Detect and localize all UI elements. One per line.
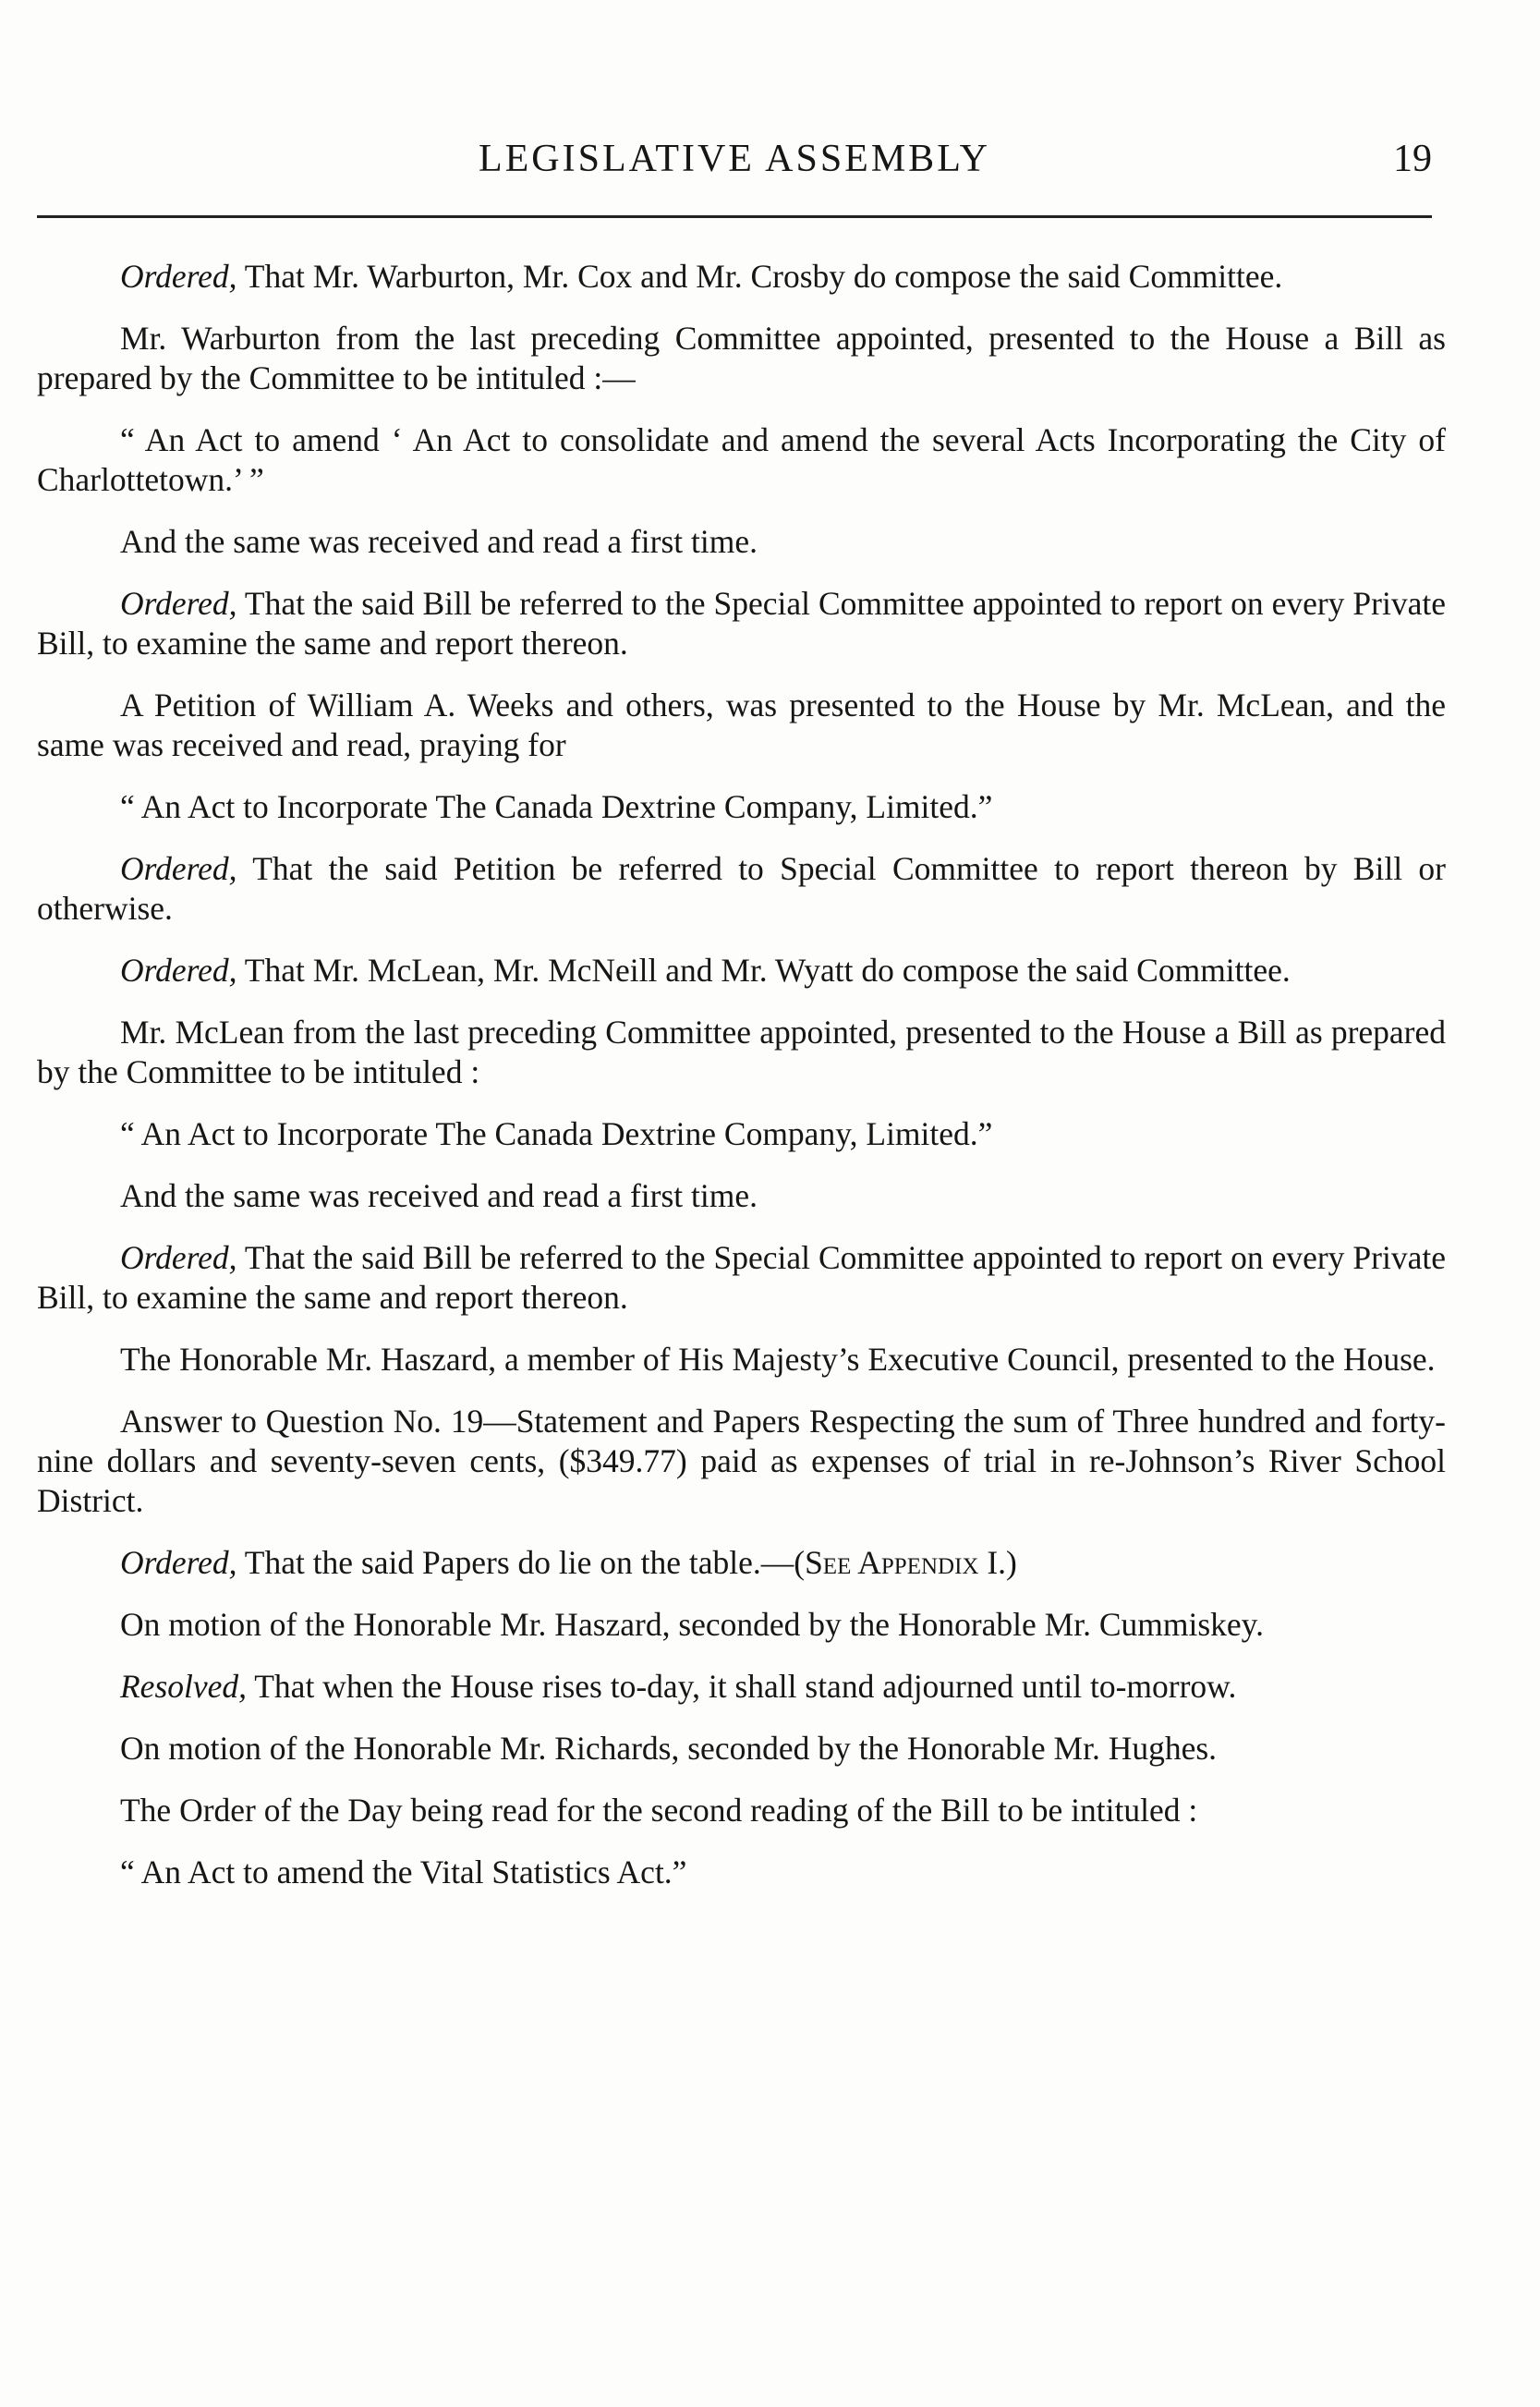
paragraph-10 (37, 1013, 1446, 1092)
paragraph-text: “ An Act to Incorporate The Canada Dextrine Company, Limited.” (120, 788, 993, 825)
paragraph-text: The Order of the Day being read for the second reading of the Bill to be intituled : (120, 1792, 1198, 1829)
paragraph-4 (37, 522, 1446, 562)
paragraph-13 (37, 1238, 1446, 1318)
paragraph-lead: Ordered, (120, 258, 237, 295)
paragraph-14 (37, 1340, 1446, 1380)
paragraph-21 (37, 1853, 1446, 1892)
paragraph-1 (37, 257, 1446, 297)
page-header (37, 129, 1432, 194)
paragraph-text: That the said Bill be referred to the Special Committee appointed to report on every Private Bill, to examine the same and report thereon. (37, 1239, 1446, 1316)
paragraph-lead: Resolved, (120, 1668, 248, 1705)
paragraph-11 (37, 1114, 1446, 1154)
paragraph-text: And the same was received and read a first time. (120, 523, 758, 560)
paragraph-lead: Ordered, (120, 1544, 237, 1581)
paragraph-text: That Mr. McLean, Mr. McNeill and Mr. Wyatt do compose the said Committee. (236, 952, 1291, 989)
paragraph-lead: Ordered, (120, 585, 237, 622)
paragraph-text: The Honorable Mr. Haszard, a member of His Majesty’s Executive Council, presented to the House. (120, 1341, 1436, 1378)
appendix-reference: See Appendix (805, 1544, 979, 1581)
paragraph-16 (37, 1543, 1446, 1583)
body-text (37, 257, 1446, 1915)
paragraph-text: That Mr. Warburton, Mr. Cox and Mr. Crosby do compose the said Committee. (236, 258, 1283, 295)
paragraph-text: That the said Papers do lie on the table.—( (236, 1544, 806, 1581)
paragraph-20 (37, 1791, 1446, 1830)
paragraph-text: Answer to Question No. 19—Statement and Papers Respecting the sum of Three hundred and forty-nine dollars and seventy-seven cents, ($349.77) paid as expenses of trial in re-Johnson’s River School District. (37, 1403, 1446, 1519)
paragraph-6 (37, 686, 1446, 765)
paragraph-7 (37, 787, 1446, 827)
paragraph-text: On motion of the Honorable Mr. Richards, seconded by the Honorable Mr. Hughes. (120, 1730, 1218, 1767)
paragraph-2 (37, 319, 1446, 398)
paragraph-8 (37, 849, 1446, 929)
paragraph-12 (37, 1176, 1446, 1216)
paragraph-3 (37, 420, 1446, 500)
paragraph-text: “ An Act to amend ‘ An Act to consolidate and amend the several Acts Incorporating the City of Charlottetown.’ ” (37, 421, 1446, 498)
paragraph-lead: Ordered, (120, 952, 237, 989)
paragraph-text: Mr. McLean from the last preceding Committee appointed, presented to the House a Bill as prepared by the Committee to be intituled : (37, 1014, 1446, 1090)
paragraph-9 (37, 951, 1446, 991)
paragraph-text-tail: I.) (978, 1544, 1017, 1581)
header-rule (37, 215, 1432, 218)
paragraph-5 (37, 584, 1446, 663)
paragraph-text: That the said Petition be referred to Special Committee to report thereon by Bill or otherwise. (37, 850, 1446, 927)
paragraph-text: That when the House rises to-day, it shall stand adjourned until to-morrow. (247, 1668, 1237, 1705)
paragraph-text: A Petition of William A. Weeks and others, was presented to the House by Mr. McLean, and the same was received and read, praying for (37, 687, 1446, 763)
paragraph-lead: Ordered, (120, 1239, 237, 1276)
paragraph-lead: Ordered, (120, 850, 237, 887)
paragraph-text: Mr. Warburton from the last preceding Committee appointed, presented to the House a Bill as prepared by the Committee to be intituled :— (37, 320, 1446, 396)
page-number: 19 (1393, 138, 1432, 180)
paragraph-19 (37, 1729, 1446, 1769)
paragraph-15 (37, 1402, 1446, 1521)
paragraph-text: And the same was received and read a first time. (120, 1177, 758, 1214)
running-title: LEGISLATIVE ASSEMBLY (479, 138, 990, 180)
paragraph-text: That the said Bill be referred to the Special Committee appointed to report on every Private Bill, to examine the same and report thereon. (37, 585, 1446, 662)
paragraph-text: “ An Act to Incorporate The Canada Dextrine Company, Limited.” (120, 1115, 993, 1152)
paragraph-text: “ An Act to amend the Vital Statistics Act.” (120, 1854, 687, 1890)
paragraph-text: On motion of the Honorable Mr. Haszard, seconded by the Honorable Mr. Cummiskey. (120, 1606, 1264, 1643)
paragraph-17 (37, 1605, 1446, 1645)
paragraph-18 (37, 1667, 1446, 1707)
